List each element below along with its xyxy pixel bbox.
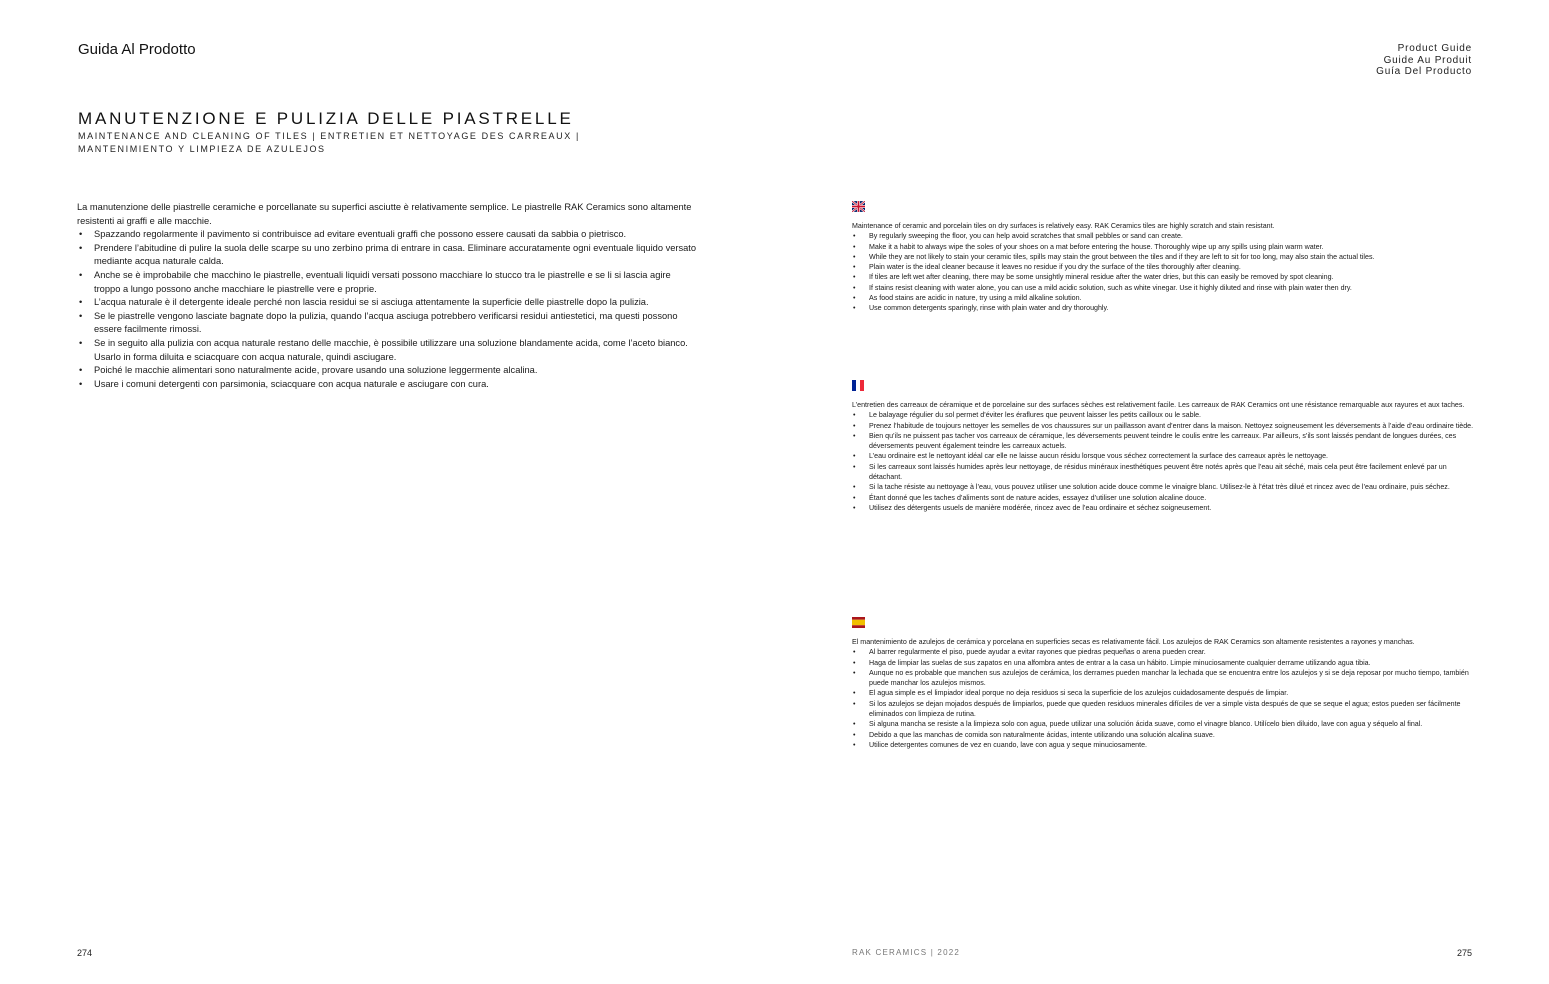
header-translation-fr: Guide Au Produit — [1383, 54, 1472, 66]
french-section — [852, 380, 1474, 513]
list-item: • Étant donné que les taches d’aliments sont de nature acides, essayez d’utiliser une solution alcaline douce. — [852, 493, 1474, 503]
spanish-intro: El mantenimiento de azulejos de cerámica y porcelana en superficies secas es relativamente fácil. Los azulejos de RAK Ceramics son altamente resistentes a rayones y manchas. — [852, 638, 1415, 646]
list-item: • Bien qu’ils ne puissent pas tacher vos carreaux de céramique, les déversements peuvent teindre le coulis entre les carreaux. Par ailleurs, s’ils sont laissés pendant de longues durées, ces déversements peuvent également teindre les carreaux actuels. — [852, 431, 1474, 452]
spain-flag-icon — [852, 617, 865, 628]
italian-intro: La manutenzione delle piastrelle ceramiche e porcellanate su superfici asciutte è relativamente semplice. Le piastrelle RAK Ceramics sono altamente resistenti ai graffi e alle macchie. — [77, 202, 692, 226]
list-item: • While they are not likely to stain your ceramic tiles, spills may stain the grout between the tiles and if they are left to sit for too long, may also stain the actual tiles. — [852, 252, 1474, 262]
list-item: • As food stains are acidic in nature, try using a mild alkaline solution. — [852, 293, 1474, 303]
section-subtitle-line: MANTENIMIENTO Y LIMPIEZA DE AZULEJOS — [78, 143, 326, 154]
list-item: • L’acqua naturale è il detergente ideale perché non lascia residui se si asciuga attentamente la superficie delle piastrelle dopo la pulizia. — [77, 296, 699, 310]
list-item: • Plain water is the ideal cleaner because it leaves no residue if you dry the surface of the tiles thoroughly after cleaning. — [852, 262, 1474, 272]
list-item: • Se in seguito alla pulizia con acqua naturale restano delle macchie, è possibile utilizzare una soluzione blandamente acida, come l’aceto bianco. Usarlo in forma diluita e sciacquare con acqua naturale, quindi asciugare. — [77, 337, 699, 364]
uk-flag-icon — [852, 201, 865, 212]
page-header-translations — [1376, 43, 1472, 78]
header-translation-en: Product Guide — [1397, 43, 1472, 54]
list-item: • Le balayage régulier du sol permet d’éviter les éraflures que peuvent laisser les petits cailloux ou le sable. — [852, 410, 1474, 420]
list-item: • Prendere l’abitudine di pulire la suola delle scarpe su uno zerbino prima di entrare in casa. Eliminare accuratamente ogni eventuale liquido versato mediante acqua naturale calda. — [77, 242, 699, 269]
list-item: • L’eau ordinaire est le nettoyant idéal car elle ne laisse aucun résidu lorsque vous séchez correctement la surface des carreaux après le nettoyage. — [852, 451, 1474, 461]
section-title: MANUTENZIONE E PULIZIA DELLE PIASTRELLE — [78, 109, 574, 128]
list-item: • If stains resist cleaning with water alone, you can use a mild acidic solution, such as white vinegar. Use it highly diluted and rinse with plain water then dry. — [852, 283, 1474, 293]
english-intro: Maintenance of ceramic and porcelain tiles on dry surfaces is relatively easy. RAK Ceramics tiles are highly scratch and stain resistant. — [852, 222, 1275, 230]
list-item: • Si los azulejos se dejan mojados después de limpiarlos, puede que queden residuos minerales difíciles de ver a simple vista después de que se seque el agua; estos pueden ser fácilmente eliminados con limpieza de rutina. — [852, 699, 1474, 720]
french-list — [852, 410, 1474, 513]
list-item: • By regularly sweeping the floor, you can help avoid scratches that small pebbles or sand can create. — [852, 231, 1474, 241]
france-flag-icon — [852, 380, 865, 391]
spanish-list — [852, 647, 1474, 750]
italian-section — [77, 201, 699, 391]
french-intro: L’entretien des carreaux de céramique et de porcelaine sur des surfaces sèches est relativement facile. Les carreaux de RAK Ceramics ont une résistance remarquable aux rayures et aux taches. — [852, 401, 1465, 409]
section-subtitle — [78, 130, 778, 155]
list-item: • Spazzando regolarmente il pavimento si contribuisce ad evitare eventuali graffi che possono essere causati da sabbia o pietrisco. — [77, 228, 699, 242]
list-item: • Al barrer regularmente el piso, puede ayudar a evitar rayones que piedras pequeñas o arena pueden crear. — [852, 647, 1474, 657]
list-item: • Aunque no es probable que manchen sus azulejos de cerámica, los derrames pueden manchar la lechada que se encuentra entre los azulejos y si se deja reposar por mucho tiempo, también puede manchar los azulejos mismos. — [852, 668, 1474, 689]
list-item: • Haga de limpiar las suelas de sus zapatos en una alfombra antes de entrar a la casa un hábito. Limpie minuciosamente cualquier derrame utilizando agua tibia. — [852, 658, 1474, 668]
page-header-title: Guida Al Prodotto — [78, 41, 196, 58]
section-title-block — [78, 108, 778, 155]
list-item: • Prenez l’habitude de toujours nettoyer les semelles de vos chaussures sur un paillasson avant d’entrer dans la maison. Nettoyez soigneusement les déversements à l’aide d’eau ordinaire tiède. — [852, 421, 1474, 431]
list-item: • Use common detergents sparingly, rinse with plain water and dry thoroughly. — [852, 303, 1474, 313]
list-item: • Utilisez des détergents usuels de manière modérée, rincez avec de l’eau ordinaire et séchez soigneusement. — [852, 503, 1474, 513]
section-subtitle-line: MAINTENANCE AND CLEANING OF TILES | ENTRETIEN ET NETTOYAGE DES CARREAUX | — [78, 131, 580, 141]
page-number-right: 275 — [1456, 948, 1472, 958]
footer-brand: RAK CERAMICS | 2022 — [852, 948, 961, 957]
list-item: • Si alguna mancha se resiste a la limpieza solo con agua, puede utilizar una solución ácida suave, como el vinagre blanco. Utilícelo bien diluido, lave con agua y séquelo al final. — [852, 719, 1474, 729]
spanish-section — [852, 617, 1474, 750]
list-item: • Si les carreaux sont laissés humides après leur nettoyage, de résidus minéraux inesthétiques peuvent être notés après que l’eau ait séché, mais cela peut être facilement enlevé par un détachant. — [852, 462, 1474, 483]
list-item: • Make it a habit to always wipe the soles of your shoes on a mat before entering the house. Thoroughly wipe up any spills using plain warm water. — [852, 242, 1474, 252]
list-item: • Utilice detergentes comunes de vez en cuando, lave con agua y seque minuciosamente. — [852, 740, 1474, 750]
list-item: • Poiché le macchie alimentari sono naturalmente acide, provare usando una soluzione leggermente alcalina. — [77, 364, 699, 378]
list-item: • Usare i comuni detergenti con parsimonia, sciacquare con acqua naturale e asciugare con cura. — [77, 378, 699, 392]
page-number-left: 274 — [77, 948, 93, 958]
header-translation-es: Guía Del Producto — [1376, 66, 1472, 77]
list-item: • Si la tache résiste au nettoyage à l’eau, vous pouvez utiliser une solution acide douce comme le vinaigre blanc. Utilisez-le à l’état très dilué et rincez avec de l’eau ordinaire, puis séchez. — [852, 482, 1474, 492]
list-item: • El agua simple es el limpiador ideal porque no deja residuos si seca la superficie de los azulejos cuidadosamente después de limpiar. — [852, 688, 1474, 698]
list-item: • Anche se è improbabile che macchino le piastrelle, eventuali liquidi versati possono macchiare lo stucco tra le piastrelle e se li si lascia agire troppo a lungo possono anche macchiare le piastrelle vere e proprie. — [77, 269, 699, 296]
italian-list — [77, 228, 699, 391]
list-item: • If tiles are left wet after cleaning, there may be some unsightly mineral residue after the water dries, but this can easily be removed by spot cleaning. — [852, 272, 1474, 282]
list-item: • Debido a que las manchas de comida son naturalmente ácidas, intente utilizando una solución alcalina suave. — [852, 730, 1474, 740]
english-section — [852, 201, 1474, 314]
list-item: • Se le piastrelle vengono lasciate bagnate dopo la pulizia, quando l’acqua asciuga potrebbero verificarsi residui antiestetici, ma questi possono essere facilmente rimossi. — [77, 310, 699, 337]
english-list — [852, 231, 1474, 313]
